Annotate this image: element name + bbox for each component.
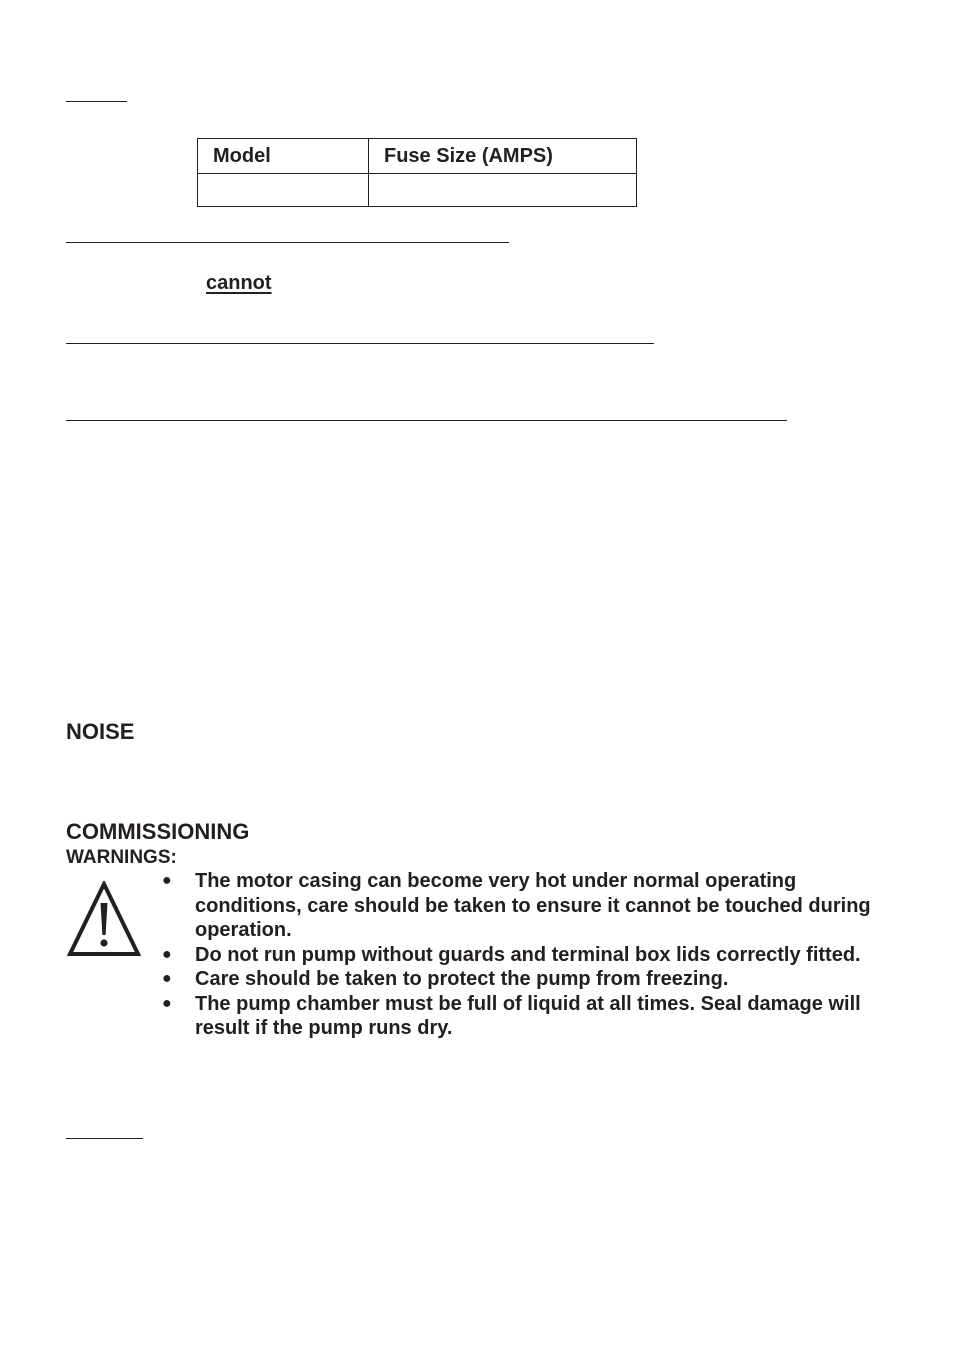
table-cell-fuse-size (369, 174, 637, 207)
table-row (198, 174, 637, 207)
warning-triangle-icon (67, 881, 141, 957)
list-item (162, 967, 892, 992)
emphasis-word: cannot (206, 272, 272, 294)
heading-underline-3 (66, 343, 654, 344)
warnings-list (162, 869, 892, 1041)
list-item (162, 869, 892, 943)
warning-text: The motor casing can become very hot under normal operating conditions, care should be taken to ensure it cannot be touched during operation. (195, 870, 871, 941)
bullet-icon: ● (162, 994, 172, 1012)
bullet-icon: ● (162, 970, 172, 987)
column-header-model: Model (198, 139, 369, 174)
bullet-icon: ● (162, 872, 172, 889)
column-header-fuse-size: Fuse Size (AMPS) (369, 139, 637, 174)
warning-text: Do not run pump without guards and terminal box lids correctly fitted. (195, 943, 861, 966)
heading-underline-2 (66, 242, 509, 243)
heading-underline-4 (66, 420, 787, 421)
noise-heading: NOISE (66, 719, 135, 744)
commissioning-heading: COMMISSIONING (66, 819, 250, 844)
warning-text: Care should be taken to protect the pump from freezing. (195, 968, 729, 990)
heading-underline-1 (66, 101, 127, 102)
warning-text: The pump chamber must be full of liquid at all times. Seal damage will result if the pump runs dry. (195, 992, 861, 1039)
table-cell-model (198, 174, 369, 207)
list-item (162, 943, 892, 968)
fuse-size-table (197, 138, 637, 207)
bullet-icon: ● (162, 945, 172, 963)
table-header-row (198, 139, 637, 174)
list-item (162, 992, 892, 1041)
heading-underline-5 (66, 1138, 143, 1139)
warnings-label: WARNINGS: (66, 847, 177, 868)
